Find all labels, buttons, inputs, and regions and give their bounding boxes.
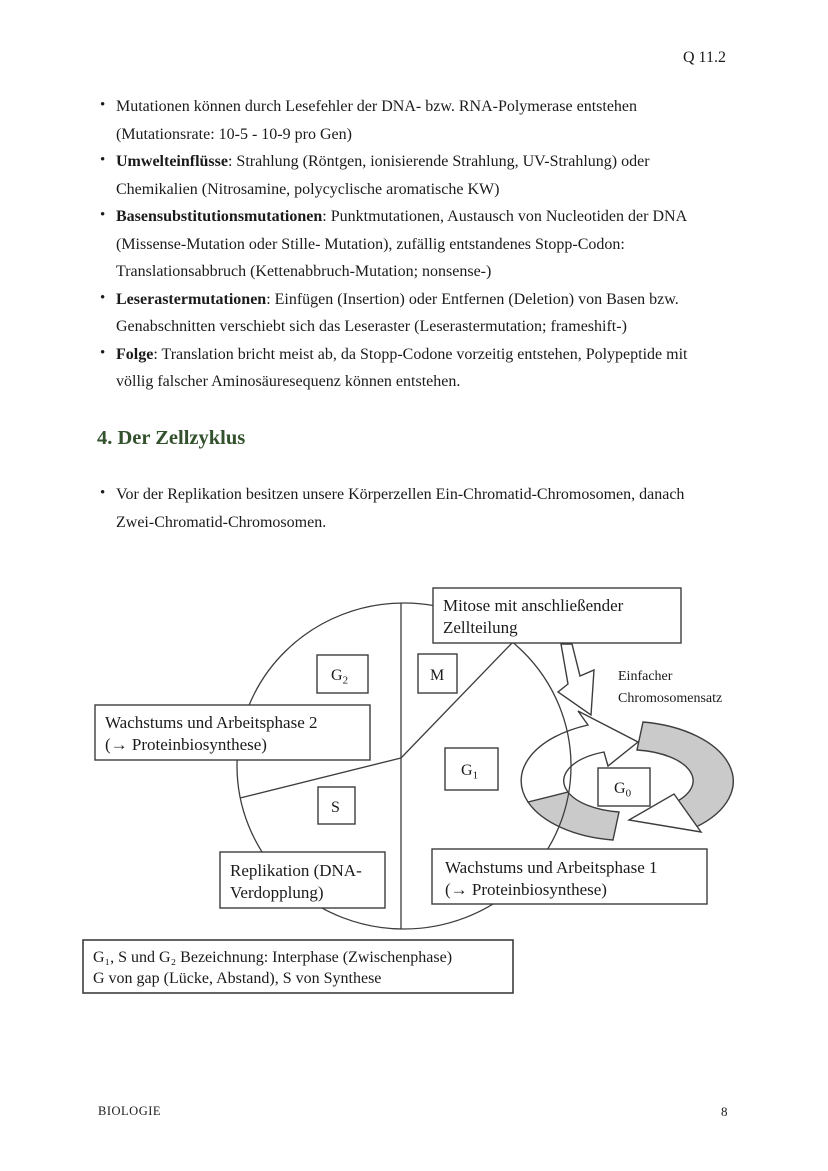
mutation-bullet-list	[99, 93, 687, 396]
bullet-marker: •	[100, 152, 106, 168]
diagram-box-wachstum1	[432, 849, 707, 904]
text-line: (Mutationsrate: 10-5 - 10-9 pro Gen)	[116, 125, 352, 143]
zellzyklus-bullet-list	[99, 481, 684, 536]
list-item	[99, 341, 687, 396]
footer-course-label: BIOLOGIE	[98, 1104, 162, 1118]
bullet-marker: •	[100, 289, 106, 306]
bullet-marker: •	[100, 97, 106, 113]
svg-text:Verdopplung): Verdopplung)	[230, 883, 324, 902]
list-item	[99, 286, 687, 341]
svg-text:(→ Proteinbiosynthese): (→ Proteinbiosynthese)	[445, 880, 607, 899]
svg-text:Wachstums und Arbeitsphase 2: Wachstums und Arbeitsphase 2	[105, 713, 318, 732]
svg-text:Mitose mit anschließender: Mitose mit anschließender	[443, 596, 624, 615]
text-line: Leserastermutationen: Einfügen (Insertion) oder Entfernen (Deletion) von Basen bzw.	[116, 290, 679, 308]
page-number: 8	[721, 1104, 728, 1119]
diagram-box-g0	[598, 768, 650, 806]
svg-text:G₁, S und G₂ Bezeichnung: Inte: G₁, S und G₂ Bezeichnung: Interphase (Zwischenphase)	[93, 949, 453, 966]
section-heading: 4. Der Zellzyklus	[97, 427, 246, 449]
bullet-marker: •	[100, 207, 106, 223]
chromosomensatz-label	[618, 669, 722, 706]
list-item	[99, 203, 687, 286]
cell-cycle-diagram	[0, 570, 828, 1010]
diagram-box-wachstum2	[95, 705, 370, 760]
diagram-box-g1	[445, 748, 498, 790]
text-line: (Missense-Mutation oder Stille- Mutation), zufällig entstandenes Stopp-Codon:	[116, 235, 625, 253]
svg-text:G von gap (Lücke, Abstand), S: G von gap (Lücke, Abstand), S von Synthese	[93, 970, 382, 987]
bullet-marker: •	[100, 344, 106, 361]
text-line: Genabschnitten verschiebt sich das Leseraster (Leserastermutation; frameshift-)	[116, 318, 627, 335]
phase-label-s: S	[331, 799, 340, 816]
diagram-box-replikation	[220, 852, 385, 908]
mitose-to-g0-arrow	[558, 644, 594, 715]
svg-text:Wachstums und Arbeitsphase 1: Wachstums und Arbeitsphase 1	[445, 858, 658, 877]
svg-text:Einfacher: Einfacher	[618, 669, 673, 684]
diagram-box-s	[318, 787, 355, 824]
text-line: Folge: Translation bricht meist ab, da Stopp-Codone vorzeitig entstehen, Polypeptide mit	[116, 345, 688, 363]
phase-label-g0: $G_0$	[614, 780, 632, 800]
diagram-box-g2	[317, 655, 368, 693]
phase-label-m: M	[430, 667, 445, 684]
list-item	[99, 481, 684, 536]
text-line: Mutationen können durch Lesefehler der DNA- bzw. RNA-Polymerase entstehen	[116, 98, 638, 115]
page-section-label: Q 11.2	[683, 49, 726, 66]
text-line: Basensubstitutionsmutationen: Punktmutationen, Austausch von Nucleotiden der DNA	[116, 208, 688, 225]
text-line: Vor der Replikation besitzen unsere Körperzellen Ein-Chromatid-Chromosomen, danach	[116, 486, 685, 503]
phase-label-g1: $G_1$	[461, 762, 479, 782]
phase-label-g2: $G_2$	[331, 667, 349, 687]
bullet-marker: •	[100, 485, 106, 501]
text-line: völlig falscher Aminosäuresequenz können entstehen.	[116, 373, 461, 390]
text-line: Chemikalien (Nitrosamine, polycyclische aromatische KW)	[116, 180, 500, 198]
svg-text:Replikation (DNA-: Replikation (DNA-	[230, 861, 362, 880]
interphase-note-box	[83, 940, 513, 993]
svg-text:Zellteilung: Zellteilung	[443, 618, 518, 637]
text-line: Zwei-Chromatid-Chromosomen.	[116, 513, 327, 531]
diagram-box-m	[418, 654, 457, 693]
svg-text:Chromosomensatz: Chromosomensatz	[618, 691, 723, 706]
text-line: Translationsabbruch (Kettenabbruch-Mutation; nonsense-)	[116, 263, 492, 280]
list-item	[99, 148, 687, 203]
list-item	[99, 93, 687, 148]
text-line: Umwelteinflüsse: Strahlung (Röntgen, ionisierende Strahlung, UV-Strahlung) oder	[116, 153, 650, 170]
svg-text:(→ Proteinbiosynthese): (→ Proteinbiosynthese)	[105, 735, 267, 754]
diagram-box-mitose	[433, 588, 681, 643]
